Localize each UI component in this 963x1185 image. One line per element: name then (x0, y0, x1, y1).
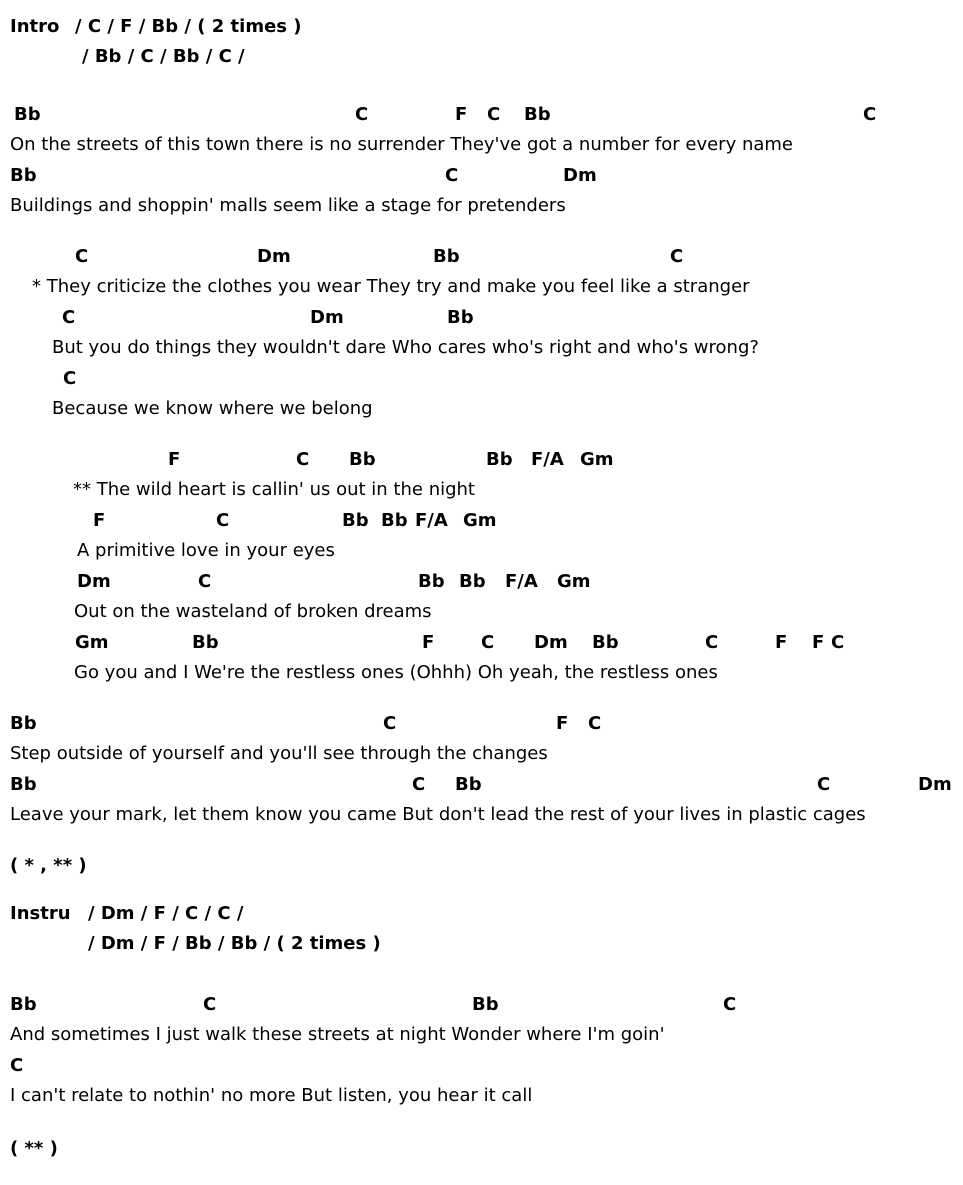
chord: C (203, 994, 217, 1015)
chord: Dm (563, 165, 597, 186)
chord: C (863, 104, 877, 125)
directive-text: / Dm / F / Bb / Bb / ( 2 times ) (88, 933, 381, 954)
directive-line (0, 46, 963, 70)
chord: Bb (433, 246, 460, 267)
directive-text: / Dm / F / C / C / (88, 903, 244, 924)
lyric-line (0, 134, 963, 158)
chord: Bb (459, 571, 486, 592)
chord-line (0, 713, 963, 737)
chord: C (75, 246, 89, 267)
chord: Gm (463, 510, 497, 531)
chord: Bb (10, 165, 37, 186)
chord-line (0, 571, 963, 595)
lyric-line (0, 195, 963, 219)
chord: C (296, 449, 310, 470)
directive-text: / Bb / C / Bb / C / (82, 46, 245, 67)
chord: Bb (10, 774, 37, 795)
chord: C (216, 510, 230, 531)
lyric-text: On the streets of this town there is no surrender They've got a number for every name (10, 134, 793, 155)
lyric-text: But you do things they wouldn't dare Who cares who's right and who's wrong? (52, 337, 759, 358)
lyric-line (0, 276, 963, 300)
chord: C (831, 632, 845, 653)
directive-text: Instru (10, 903, 71, 924)
chord: F (93, 510, 106, 531)
chord: C (481, 632, 495, 653)
chord: C (63, 368, 77, 389)
directive-text: Intro (10, 16, 60, 37)
chord: Bb (418, 571, 445, 592)
chord: F/A (415, 510, 448, 531)
lyric-line (0, 1024, 963, 1048)
chord-line (0, 165, 963, 189)
chord: Bb (342, 510, 369, 531)
chord: C (670, 246, 684, 267)
chord: C (198, 571, 212, 592)
chord: F (168, 449, 181, 470)
chord: C (487, 104, 501, 125)
chord: C (723, 994, 737, 1015)
directive-text: ( * , ** ) (10, 855, 87, 876)
chord: C (62, 307, 76, 328)
directive-line (0, 16, 963, 40)
chord-line (0, 1055, 963, 1079)
lyric-line (0, 601, 963, 625)
lyric-line (0, 540, 963, 564)
lyric-text: And sometimes I just walk these streets at night Wonder where I'm goin' (10, 1024, 665, 1045)
chord: Dm (77, 571, 111, 592)
chord-line (0, 632, 963, 656)
chord: Bb (10, 994, 37, 1015)
chord: F (812, 632, 825, 653)
directive-text: / C / F / Bb / ( 2 times ) (75, 16, 302, 37)
chord: C (355, 104, 369, 125)
chord: Gm (580, 449, 614, 470)
chord: C (10, 1055, 24, 1076)
chord: Bb (524, 104, 551, 125)
chord: Bb (472, 994, 499, 1015)
directive-text: ( ** ) (10, 1138, 58, 1159)
lyric-text: Out on the wasteland of broken dreams (74, 601, 432, 622)
chord: C (588, 713, 602, 734)
chord: Gm (557, 571, 591, 592)
chord: Gm (75, 632, 109, 653)
lyric-text: Step outside of yourself and you'll see through the changes (10, 743, 548, 764)
lyric-text: Buildings and shoppin' malls seem like a stage for pretenders (10, 195, 566, 216)
lyric-line (0, 804, 963, 828)
chord: Bb (455, 774, 482, 795)
lyric-text: Go you and I We're the restless ones (Ohhh) Oh yeah, the restless ones (74, 662, 718, 683)
chord-line (0, 449, 963, 473)
chord: F (556, 713, 569, 734)
chord: C (383, 713, 397, 734)
chord: C (817, 774, 831, 795)
chord-line (0, 510, 963, 534)
chord: F (422, 632, 435, 653)
chord: Bb (14, 104, 41, 125)
chord: F (775, 632, 788, 653)
chord: Bb (192, 632, 219, 653)
chord: Dm (534, 632, 568, 653)
lyric-line (0, 337, 963, 361)
chord: Dm (257, 246, 291, 267)
lyric-line (0, 662, 963, 686)
chord: C (445, 165, 459, 186)
chord: Dm (310, 307, 344, 328)
lyric-text: I can't relate to nothin' no more But listen, you hear it call (10, 1085, 533, 1106)
chord: C (705, 632, 719, 653)
lyric-text: A primitive love in your eyes (77, 540, 335, 561)
chord: Dm (918, 774, 952, 795)
chord: Bb (381, 510, 408, 531)
directive-line (0, 933, 963, 957)
chord: Bb (592, 632, 619, 653)
directive-line (0, 1138, 963, 1162)
chord-line (0, 307, 963, 331)
lyric-line (0, 479, 963, 503)
chord: Bb (349, 449, 376, 470)
chord-line (0, 368, 963, 392)
chord-line (0, 246, 963, 270)
chord: Bb (486, 449, 513, 470)
directive-line (0, 903, 963, 927)
lyric-line (0, 398, 963, 422)
chord: F/A (531, 449, 564, 470)
lyric-text: Because we know where we belong (52, 398, 373, 419)
lyric-line (0, 1085, 963, 1109)
lyric-text: Leave your mark, let them know you came But don't lead the rest of your lives in plastic cages (10, 804, 866, 825)
chord-line (0, 104, 963, 128)
chord: F (455, 104, 468, 125)
chord-line (0, 994, 963, 1018)
chord: Bb (447, 307, 474, 328)
chord: F/A (505, 571, 538, 592)
lyric-line (0, 743, 963, 767)
directive-line (0, 855, 963, 879)
chord: Bb (10, 713, 37, 734)
chord: C (412, 774, 426, 795)
chord-line (0, 774, 963, 798)
lyric-text: ** The wild heart is callin' us out in the night (73, 479, 475, 500)
lyric-text: * They criticize the clothes you wear They try and make you feel like a stranger (32, 276, 750, 297)
